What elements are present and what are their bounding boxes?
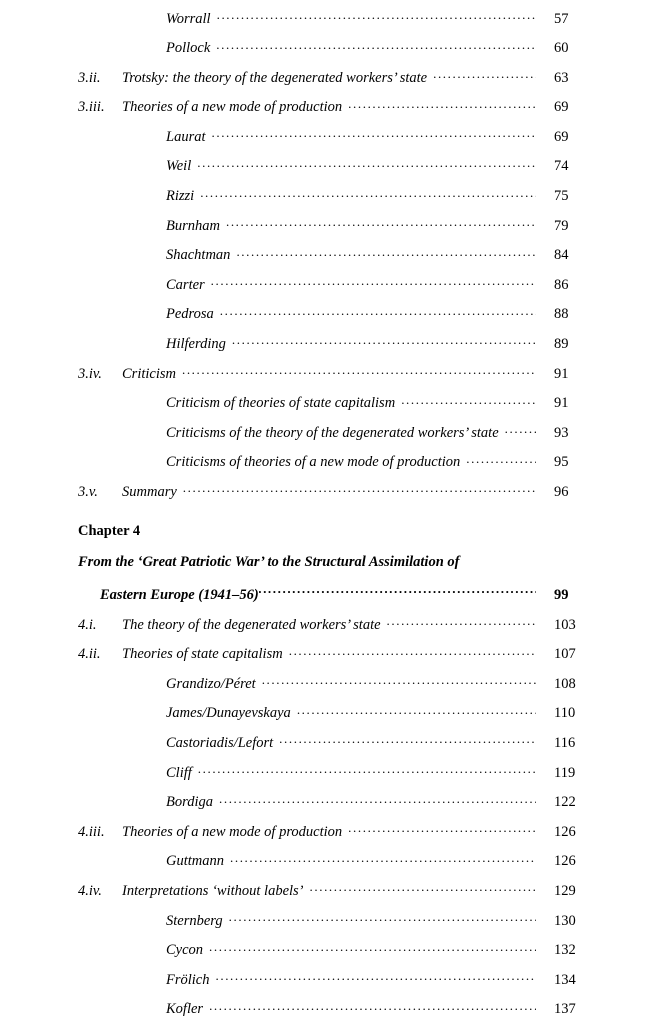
leader-dots bbox=[216, 969, 537, 984]
toc-section-chapter-3-remainder bbox=[78, 8, 598, 511]
toc-entry-title: Burnham bbox=[166, 217, 220, 234]
toc-entry[interactable] bbox=[78, 393, 598, 423]
leader-dots bbox=[310, 880, 536, 895]
toc-entry[interactable] bbox=[78, 304, 598, 334]
toc-entry-title: Worrall bbox=[166, 10, 211, 27]
toc-entry-title: Cycon bbox=[166, 942, 204, 959]
toc-entry-title: Summary bbox=[122, 484, 177, 500]
toc-entry-title: Guttmann bbox=[166, 853, 224, 870]
chapter-title-text-2: Eastern Europe (1941–56) bbox=[100, 586, 259, 603]
toc-entry-page-number: 126 bbox=[554, 823, 576, 840]
leader-dots bbox=[212, 126, 537, 141]
toc-entry-page-number: 108 bbox=[554, 675, 576, 692]
toc-entry-number: 3.iii. bbox=[78, 99, 105, 116]
toc-entry-page-number: 132 bbox=[554, 942, 576, 959]
leader-dots bbox=[209, 999, 536, 1014]
leader-dots bbox=[433, 67, 536, 82]
toc-entry-page-number: 63 bbox=[554, 69, 569, 86]
leader-dots bbox=[259, 584, 536, 599]
leader-dots bbox=[466, 452, 536, 467]
toc-entry-title: Criticisms of the theory of the degenerated workers’ state bbox=[166, 424, 499, 441]
leader-dots bbox=[197, 156, 536, 171]
toc-entry-title: Shachtman bbox=[166, 247, 231, 264]
toc-entry[interactable] bbox=[78, 482, 598, 512]
toc-entry[interactable] bbox=[78, 334, 598, 364]
toc-entry-page-number: 130 bbox=[554, 912, 576, 929]
toc-entry[interactable] bbox=[78, 274, 598, 304]
toc-entry-title: Carter bbox=[166, 276, 205, 293]
leader-dots bbox=[232, 334, 536, 349]
toc-entry-page-number: 74 bbox=[554, 158, 569, 175]
leader-dots bbox=[229, 910, 536, 925]
chapter-page-number: 99 bbox=[554, 586, 569, 603]
toc-entry-page-number: 89 bbox=[554, 336, 569, 353]
toc-entry[interactable] bbox=[78, 452, 598, 482]
toc-entry[interactable] bbox=[78, 186, 598, 216]
toc-entry-number: 4.i. bbox=[78, 616, 97, 633]
leader-dots bbox=[182, 363, 536, 378]
leader-dots bbox=[505, 422, 536, 437]
toc-entry[interactable] bbox=[78, 38, 598, 68]
leader-dots bbox=[348, 821, 536, 836]
toc-entry[interactable] bbox=[78, 940, 598, 970]
toc-entry-page-number: 69 bbox=[554, 99, 569, 116]
chapter-4-entries bbox=[78, 614, 598, 1028]
chapter-title-line-1 bbox=[78, 554, 598, 584]
toc-entry-page-number: 79 bbox=[554, 217, 569, 234]
toc-entry-title: Grandizo/Péret bbox=[166, 675, 256, 692]
leader-dots bbox=[183, 482, 536, 497]
toc-entry[interactable] bbox=[78, 97, 598, 127]
toc-entry[interactable] bbox=[78, 126, 598, 156]
leader-dots bbox=[348, 97, 536, 112]
toc-entry[interactable] bbox=[78, 821, 598, 851]
chapter-title-line-2 bbox=[78, 584, 598, 614]
toc-entry-title: Interpretations ‘without labels’ bbox=[122, 882, 304, 899]
chapter-title-text-1: From the ‘Great Patriotic War’ to the Structural Assimilation of bbox=[78, 554, 460, 571]
toc-entry[interactable] bbox=[78, 245, 598, 275]
toc-entry-page-number: 88 bbox=[554, 306, 569, 323]
leader-dots bbox=[262, 673, 536, 688]
leader-dots bbox=[217, 8, 536, 23]
leader-dots bbox=[209, 940, 536, 955]
toc-entry-page-number: 91 bbox=[554, 395, 569, 412]
toc-entry-page-number: 116 bbox=[554, 734, 576, 751]
toc-entry[interactable] bbox=[78, 644, 598, 674]
toc-entry[interactable] bbox=[78, 67, 598, 97]
toc-entry-page-number: 126 bbox=[554, 853, 576, 870]
toc-entry-page-number: 84 bbox=[554, 247, 569, 264]
toc-entry[interactable] bbox=[78, 703, 598, 733]
toc-entry-page-number: 122 bbox=[554, 794, 576, 811]
toc-entry-title: Criticism bbox=[122, 365, 176, 382]
toc-entry-title: The theory of the degenerated workers’ state bbox=[122, 616, 381, 633]
toc-entry[interactable] bbox=[78, 910, 598, 940]
leader-dots bbox=[216, 38, 536, 53]
toc-entry[interactable] bbox=[78, 969, 598, 999]
leader-dots bbox=[220, 304, 536, 319]
leader-dots bbox=[211, 274, 536, 289]
toc-entry-page-number: 119 bbox=[554, 764, 576, 781]
chapter-4-block bbox=[78, 524, 598, 1028]
toc-entry[interactable] bbox=[78, 156, 598, 186]
toc-entry-page-number: 110 bbox=[554, 705, 576, 722]
toc-entry-number: 4.iv. bbox=[78, 882, 102, 899]
leader-dots bbox=[200, 186, 536, 201]
toc-entry[interactable] bbox=[78, 8, 598, 38]
toc-entry-page-number: 86 bbox=[554, 276, 569, 293]
leader-dots bbox=[289, 644, 536, 659]
leader-dots bbox=[401, 393, 536, 408]
toc-entry[interactable] bbox=[78, 851, 598, 881]
toc-entry-title: Weil bbox=[166, 158, 192, 175]
toc-entry-page-number: 96 bbox=[554, 484, 569, 500]
toc-entry-title: Bordiga bbox=[166, 794, 213, 811]
chapter-heading-label: Chapter 4 bbox=[78, 523, 141, 540]
toc-entry-page-number: 75 bbox=[554, 188, 569, 205]
toc-entry-title: Criticism of theories of state capitalism bbox=[166, 395, 396, 412]
toc-entry-number: 3.ii. bbox=[78, 69, 101, 86]
toc-entry[interactable] bbox=[78, 614, 598, 644]
toc-entry-page-number: 103 bbox=[554, 616, 576, 633]
leader-dots bbox=[198, 762, 536, 777]
toc-entry-title: Laurat bbox=[166, 128, 206, 145]
toc-entry-number: 3.iv. bbox=[78, 365, 102, 382]
leader-dots bbox=[226, 215, 536, 230]
toc-entry-number: 4.iii. bbox=[78, 823, 105, 840]
toc-entry-page-number: 60 bbox=[554, 40, 569, 57]
toc-entry-title: Theories of state capitalism bbox=[122, 646, 283, 663]
toc-entry[interactable] bbox=[78, 422, 598, 452]
toc-entry-number: 3.v. bbox=[78, 484, 98, 500]
toc-entry-title: Cliff bbox=[166, 764, 192, 781]
toc-entry[interactable] bbox=[78, 880, 598, 910]
toc-entry-title: Theories of a new mode of production bbox=[122, 99, 343, 116]
toc-entry-title: Pedrosa bbox=[166, 306, 214, 323]
leader-dots bbox=[236, 245, 536, 260]
toc-entry-page-number: 107 bbox=[554, 646, 576, 663]
toc-entry-title: Sternberg bbox=[166, 912, 223, 929]
toc-entry-title: Theories of a new mode of production bbox=[122, 823, 343, 840]
toc-entry-title: Rizzi bbox=[166, 188, 195, 205]
toc-entry-title: Frölich bbox=[166, 971, 210, 988]
chapter-heading bbox=[78, 524, 598, 554]
leader-dots bbox=[230, 851, 536, 866]
toc-entry-page-number: 91 bbox=[554, 365, 569, 382]
toc-entry-page-number: 134 bbox=[554, 971, 576, 988]
toc-entry-page-number: 69 bbox=[554, 128, 569, 145]
toc-entry-page-number: 95 bbox=[554, 454, 569, 471]
toc-entry[interactable] bbox=[78, 363, 598, 393]
toc-entry-page-number: 137 bbox=[554, 1001, 576, 1018]
toc-entry-page-number: 57 bbox=[554, 10, 569, 27]
toc-entry[interactable] bbox=[78, 215, 598, 245]
toc-entry[interactable] bbox=[78, 762, 598, 792]
toc-entry-title: Trotsky: the theory of the degenerated workers’ state bbox=[122, 69, 428, 86]
leader-dots bbox=[279, 732, 536, 747]
toc-entry[interactable] bbox=[78, 673, 598, 703]
toc-entry-title: Kofler bbox=[166, 1001, 204, 1018]
leader-dots bbox=[219, 792, 536, 807]
leader-dots bbox=[297, 703, 536, 718]
toc-entry-page-number: 129 bbox=[554, 882, 576, 899]
toc-container bbox=[78, 8, 598, 1028]
toc-entry[interactable] bbox=[78, 732, 598, 762]
toc-entry-title: Castoriadis/Lefort bbox=[166, 734, 274, 751]
toc-entry-title: Hilferding bbox=[166, 336, 226, 353]
leader-dots bbox=[387, 614, 536, 629]
toc-entry[interactable] bbox=[78, 999, 598, 1028]
toc-entry-title: James/Dunayevskaya bbox=[166, 705, 291, 722]
toc-entry-page-number: 93 bbox=[554, 424, 569, 441]
toc-entry-number: 4.ii. bbox=[78, 646, 101, 663]
toc-entry-title: Pollock bbox=[166, 40, 211, 57]
toc-entry-title: Criticisms of theories of a new mode of production bbox=[166, 454, 461, 471]
toc-entry[interactable] bbox=[78, 792, 598, 822]
